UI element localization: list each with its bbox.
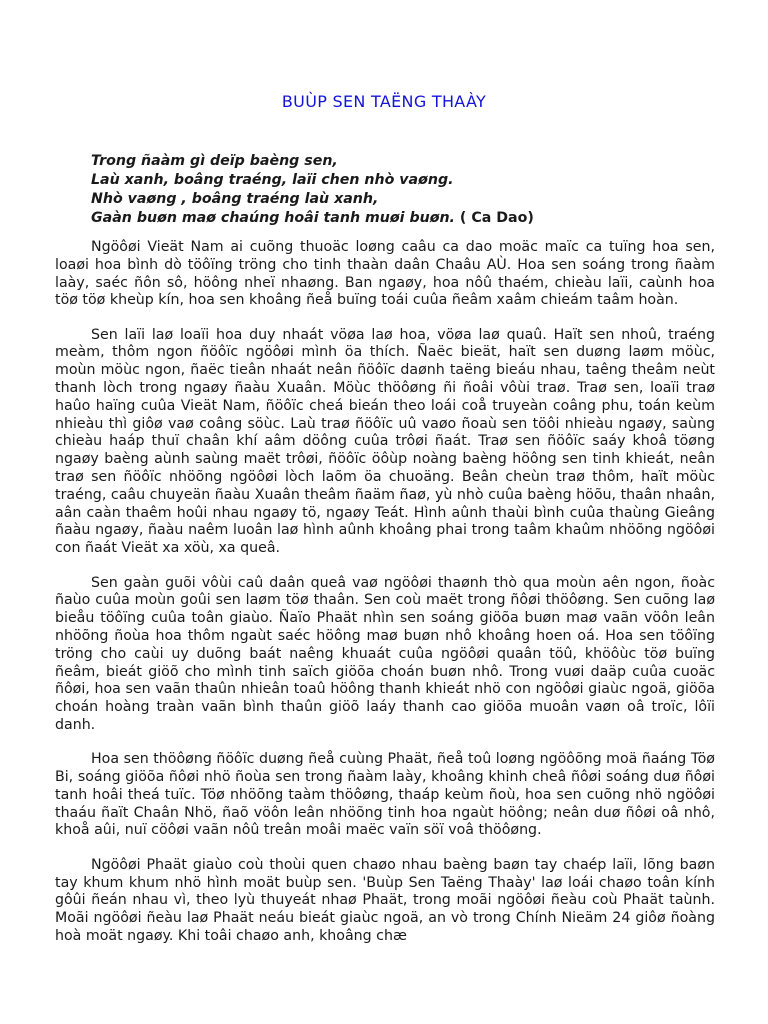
poem-line [91,190,731,209]
poem-attribution: ( Ca Dao) [454,210,534,226]
poem-line-text: Nhò vaøng , boâng traéng laù xanh, [91,191,379,207]
poem-line-text: Gaàn buøn maø chaúng hoâi tanh muøi buøn. [91,210,455,226]
paragraph: Ngöôøi Phaät giaùo coù thoùi quen chaøo nhau baèng baøn tay chaép laïi, lõng baøn tay khum khum nhö hình moät buùp sen. 'Buùp Sen Taëng Thaày' laø loái chaøo toân kính gôûi ñeán nhau vì, theo lyù thuyeát nhaø Phaät, trong moãi ngöôøi ñeàu coù Phaät taùnh. Moãi ngöôøi ñeàu laø Phaät neáu bieát giaùc ngoä, an vò trong Chính Nieäm 24 giôø ñoàng hoà moät ngaøy. Khi toâi chaøo anh, khoâng chæ [55,856,715,944]
document-body [55,239,715,962]
poem-line [91,171,731,190]
poem-block [91,152,731,228]
document-title: BUÙP SEN TAËNG THAÀY [281,92,487,111]
paragraph: Sen gaàn guõi vôùi caû daân queâ vaø ngöôøi thaønh thò qua moùn aên ngon, ñoàc ñaùo cuûa moùn goûi sen laøm töø thaân. Sen coù maët trong ñôøi thöôøng. Sen cuõng laø bieåu töôïng cuûa toân giaùo. Ñaïo Phaät nhìn sen soáng giöõa buøn maø vaãn vöôn leân nhöõng ñoùa hoa thôm ngaùt saéc höông maø buøn nhô khoâng hoen oá. Hoa sen töôïng tröng cho caùi uy duõng baát naêng khuaát cuûa ngöôøi quaân töû, khöôùc töø buïng ñeâm, bieát giöõ cho mình tinh saïch giöõa choán buøn nhô. Trong vuøi daäp cuûa cuoäc ñôøi, hoa sen vaãn thaûn nhieân toaû höông thanh khieát nhö con ngöôøi giaùc ngoä, giöõa choán hoàng traàn vaãn bình thaûn giöõ laáy thanh cao giöõa muoân vaøn oâ troïc, lôïi danh. [55,574,715,733]
paragraph: Sen laïi laø loaïi hoa duy nhaát vöøa laø hoa, vöøa laø quaû. Haït sen nhoû, traéng meàm, thôm ngon ñöôïc ngöôøi mình öa thích. Ñaëc bieät, haït sen duøng laøm möùc, moùn möùc ngon, ñaëc tieân nhaát neân ñöôïc daønh taëng bieáu nhau, taêng theâm neùt thanh lòch trong ngaøy ñaàu Xuaân. Möùc thöôøng ñi ñoâi vôùi traø. Traø sen, loaïi traø haûo haïng cuûa Vieät Nam, ñöôïc cheá bieán theo loái coå truyeàn coâng phu, toán keùm nhieàu thì giôø vaø coâng söùc. Laù traø ñöôïc uû vaøo ñoaù sen töôi nhieàu ngaøy, saùng chieàu haáp thuï chaân khí aâm döông cuûa trôøi ñaát. Traø sen ñöôïc saáy khoâ töøng ngaøy baèng aùnh saùng maët trôøi, ñöôïc öôùp noàng baèng höông sen tinh khieát, neân traø sen ñöôïc nhöõng ngöôøi lòch laõm öa chuoäng. Beân cheùn traø thôm, haït möùc traéng, caâu chuyeän ñaàu Xuaân theâm ñaäm ñaø, yù nhò cuûa baèng höõu, thaân nhaân, aân caàn thaêm hoûi nhau ngaøy tö, ngaøy Teát. Hình aûnh thaùi bình cuûa thaùng Gieâng ñaàu ngaøy, ñaàu naêm luoân laø hình aûnh khoâng phai trong taâm khaûm nhöõng ngöôøi con ñaát Vieät xa xöù, xa queâ. [55,326,715,557]
poem-line [91,152,731,171]
paragraph: Hoa sen thöôøng ñöôïc duøng ñeå cuùng Phaät, ñeå toû loøng ngöôõng moä ñaáng Töø Bi, soáng giöõa ñôøi nhö ñoùa sen trong ñaàm laày, khoâng khinh cheâ ñôøi soáng duø ñôøi tanh hoâi theá tuïc. Töø nhöõng taàm thöôøng, thaáp keùm ñoù, hoa sen cuõng nhö ngöôøi thaáu ñaït Chaân Nhö, ñaõ vöôn leân nhöõng tinh hoa ngaùt höông; neân duø ñôøi oâ nhô, khoå aûi, nuï cöôøi vaãn nôû treân moâi maëc vaïn söï voâ thöôøng. [55,751,715,839]
poem-line [91,209,731,228]
paragraph: Ngöôøi Vieät Nam ai cuõng thuoäc loøng caâu ca dao moäc maïc ca tuïng hoa sen, loaøi hoa bình dò töôïng tröng cho tinh thaàn daân Chaâu AÙ. Hoa sen soáng trong ñaàm laày, saéc ñôn sô, höông nheï nhaøng. Ban ngaøy, hoa nôû thaém, chieàu laïi, caùnh hoa töø töø kheùp kín, hoa sen khoâng ñeå buïng toái cuûa ñeâm xaâm chieám taâm hoàn. [55,239,715,309]
poem-line-text: Trong ñaàm gì deïp baèng sen, [91,153,338,169]
poem-line-text: Laù xanh, boâng traéng, laïi chen nhò vaøng. [91,172,454,188]
